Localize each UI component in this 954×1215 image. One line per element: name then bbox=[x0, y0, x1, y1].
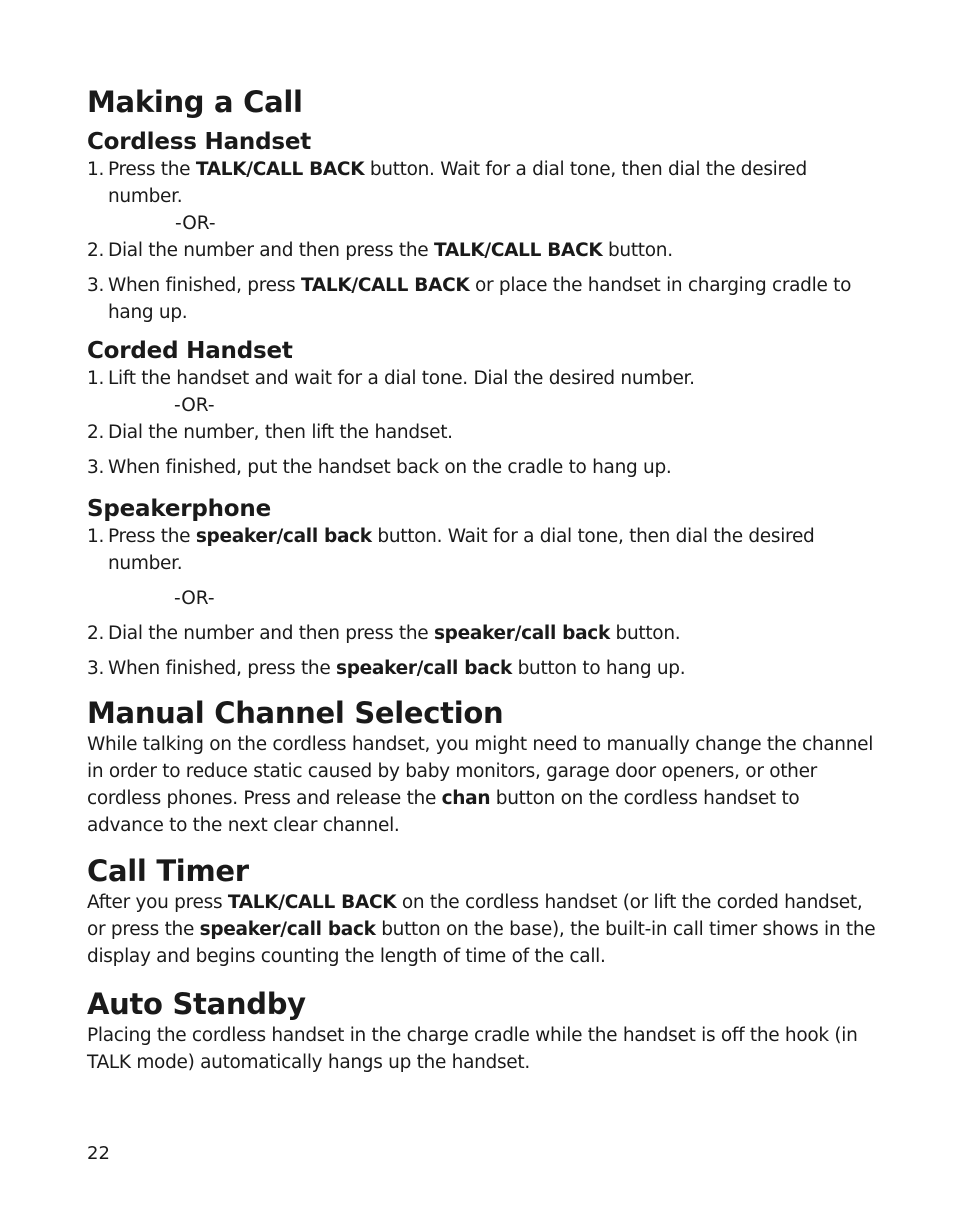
speaker-call-back-label: speaker/call back bbox=[433, 623, 610, 644]
paragraph-text: While talking on the cordless handset, you might need to manually change the channel in order to reduce static caused by baby monitors, garage door openers, or other cordless phones. Press and release the bbox=[87, 734, 874, 809]
corded-step-3 bbox=[87, 454, 877, 481]
manual-channel-paragraph bbox=[87, 731, 877, 839]
paragraph-text: button on the base), the built-in call timer shows in the display and begins counting the length of time of the call. bbox=[87, 919, 876, 967]
speakerphone-step-3 bbox=[87, 655, 877, 682]
chan-label: chan bbox=[441, 788, 491, 809]
step-text: When finished, press bbox=[108, 275, 301, 296]
paragraph-text: button on the cordless handset to advance to the next clear channel. bbox=[87, 788, 800, 836]
section-title-call-timer: Call Timer bbox=[87, 854, 249, 888]
step-text: Dial the number and then press the bbox=[108, 240, 434, 261]
corded-step-1 bbox=[87, 365, 877, 392]
step-number: 3. bbox=[87, 457, 105, 478]
page-number: 22 bbox=[87, 1143, 110, 1164]
step-number: 1. bbox=[87, 159, 105, 180]
step-text: button to hang up. bbox=[512, 658, 686, 679]
heading-cordless-handset: Cordless Handset bbox=[87, 129, 312, 155]
step-text: button. bbox=[609, 623, 681, 644]
step-number: 3. bbox=[87, 658, 105, 679]
speaker-call-back-label: speaker/call back bbox=[336, 658, 512, 679]
or-separator: -OR- bbox=[174, 588, 215, 609]
cordless-step-3 bbox=[87, 272, 877, 326]
cordless-step-2 bbox=[87, 237, 877, 264]
speakerphone-steps bbox=[87, 523, 877, 682]
paragraph-text: on the cordless handset (or lift the corded handset, or press the bbox=[87, 892, 863, 940]
step-number: 2. bbox=[87, 240, 105, 261]
talk-call-back-label: TALK/CALL BACK bbox=[227, 892, 397, 913]
step-text: Press the bbox=[108, 526, 196, 547]
talk-call-back-label: TALK/CALL BACK bbox=[300, 275, 470, 296]
heading-speakerphone: Speakerphone bbox=[87, 496, 271, 522]
speaker-call-back-label: speaker/call back bbox=[195, 526, 372, 547]
step-text: button. Wait for a dial tone, then dial the desired number. bbox=[108, 159, 807, 207]
auto-standby-paragraph: Placing the cordless handset in the charge cradle while the handset is off the hook (in TALK mode) automatically hangs up the handset. bbox=[87, 1025, 858, 1073]
step-text: When finished, press the bbox=[108, 658, 336, 679]
step-number: 1. bbox=[87, 526, 105, 547]
manual-page bbox=[87, 84, 877, 1076]
speakerphone-step-1 bbox=[87, 523, 877, 577]
step-number: 2. bbox=[87, 623, 105, 644]
corded-steps bbox=[87, 365, 877, 481]
talk-call-back-label: TALK/CALL BACK bbox=[195, 159, 365, 180]
section-title-auto-standby: Auto Standby bbox=[87, 987, 306, 1021]
section-title-manual-channel: Manual Channel Selection bbox=[87, 696, 504, 730]
step-text: Press the bbox=[108, 159, 196, 180]
speaker-call-back-label: speaker/call back bbox=[199, 919, 376, 940]
corded-step-2 bbox=[87, 419, 877, 446]
talk-call-back-label: TALK/CALL BACK bbox=[433, 240, 603, 261]
step-text: Dial the number, then lift the handset. bbox=[108, 422, 453, 443]
cordless-step-1 bbox=[87, 156, 877, 210]
step-number: 1. bbox=[87, 368, 105, 389]
step-text: When finished, put the handset back on the cradle to hang up. bbox=[108, 457, 672, 478]
heading-corded-handset: Corded Handset bbox=[87, 338, 293, 364]
step-text: Lift the handset and wait for a dial tone. Dial the desired number. bbox=[108, 368, 695, 389]
or-separator: -OR- bbox=[174, 395, 215, 416]
step-text: or place the handset in charging cradle to hang up. bbox=[108, 275, 852, 323]
step-text: button. Wait for a dial tone, then dial the desired number. bbox=[108, 526, 815, 574]
call-timer-paragraph bbox=[87, 889, 877, 970]
section-title-making-a-call: Making a Call bbox=[87, 85, 303, 119]
step-number: 3. bbox=[87, 275, 105, 296]
step-text: Dial the number and then press the bbox=[108, 623, 434, 644]
or-separator: -OR- bbox=[175, 213, 216, 234]
cordless-steps bbox=[87, 156, 877, 326]
step-text: button. bbox=[602, 240, 673, 261]
step-number: 2. bbox=[87, 422, 105, 443]
paragraph-text: After you press bbox=[87, 892, 228, 913]
speakerphone-step-2 bbox=[87, 620, 877, 647]
